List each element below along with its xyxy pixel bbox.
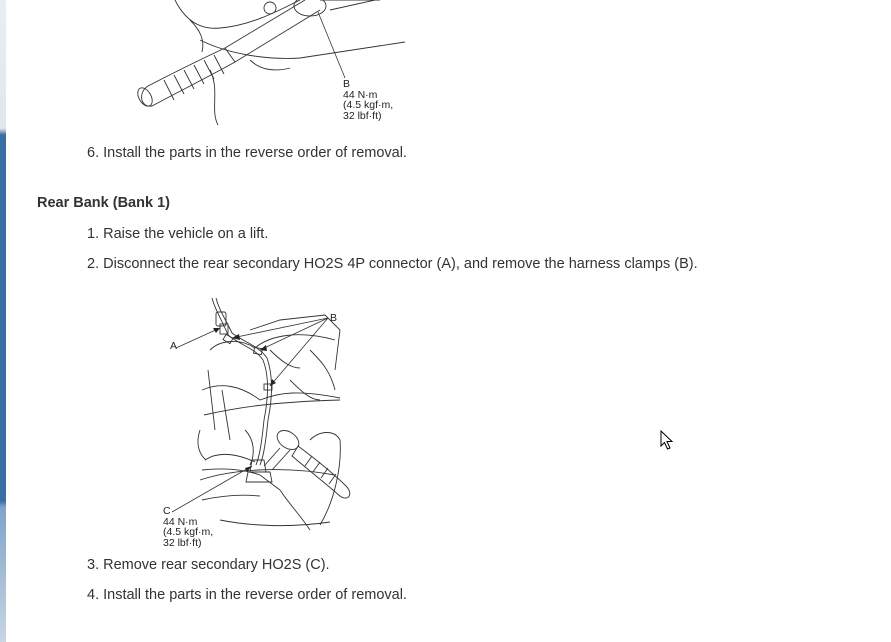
torque-value-kgfm: (4.5 kgf·m, xyxy=(163,526,214,538)
step-number: 6. xyxy=(87,145,100,161)
front-bank-illustration xyxy=(130,0,420,125)
torque-value-lbfft: 32 lbf·ft) xyxy=(343,110,382,122)
torque-value-nm: 44 N·m xyxy=(343,89,378,101)
callout-b-label: B xyxy=(343,78,351,90)
step-number: 2. xyxy=(87,256,100,272)
mouse-pointer-icon xyxy=(660,430,674,450)
step-rear-4 xyxy=(87,587,407,603)
callout-c-label: C xyxy=(163,505,171,517)
step-text: Raise the vehicle on a lift. xyxy=(103,226,269,242)
window-left-edge xyxy=(0,0,6,642)
callout-a-label: A xyxy=(170,340,178,352)
step-number: 3. xyxy=(87,557,100,573)
section-heading-rear-bank: Rear Bank (Bank 1) xyxy=(37,195,170,211)
step-rear-3 xyxy=(87,557,330,573)
step-number: 4. xyxy=(87,587,100,603)
step-rear-1 xyxy=(87,226,268,242)
rear-bank-illustration xyxy=(160,290,360,552)
step-rear-2 xyxy=(87,256,698,272)
step-number: 1. xyxy=(87,226,100,242)
step-text: Disconnect the rear secondary HO2S 4P connector (A), and remove the harness clamps (B). xyxy=(103,256,698,272)
step-text: Install the parts in the reverse order of removal. xyxy=(103,145,407,161)
step-front-6 xyxy=(87,145,407,161)
torque-value-nm: 44 N·m xyxy=(163,516,198,528)
torque-value-kgfm: (4.5 kgf·m, xyxy=(343,99,394,111)
torque-value-lbfft: 32 lbf·ft) xyxy=(163,537,202,549)
step-text: Install the parts in the reverse order of removal. xyxy=(103,587,407,603)
step-text: Remove rear secondary HO2S (C). xyxy=(103,557,330,573)
callout-b-label: B xyxy=(330,312,338,324)
